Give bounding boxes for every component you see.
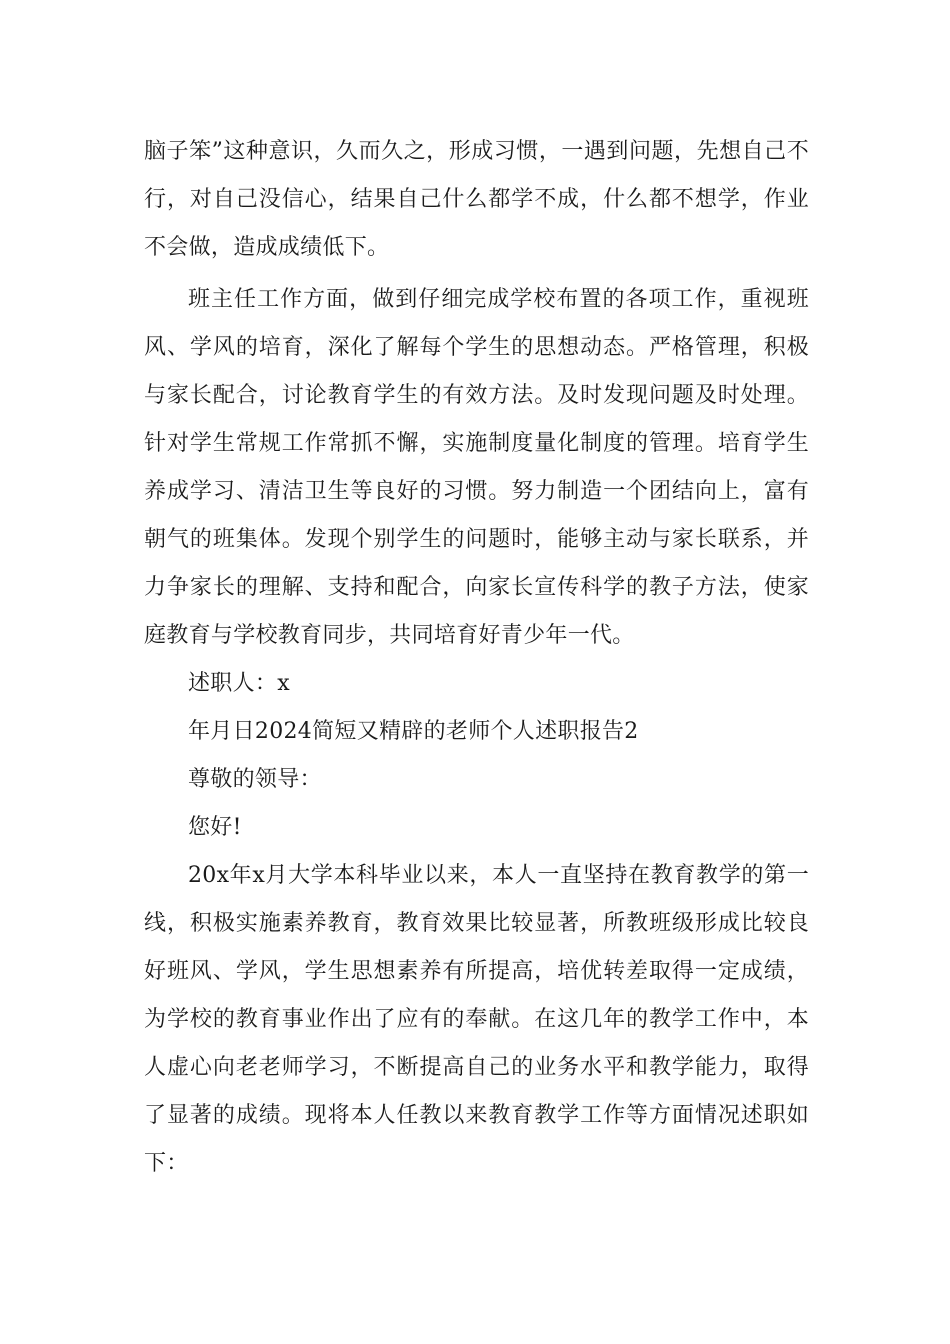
paragraph-continuation: 脑子笨”这种意识，久而久之，形成习惯，一遇到问题，先想自己不行，对自己没信心，结果自己什么都学不成，什么都不想学，作业不会做，造成成绩低下。 (144, 139, 809, 260)
document-body (144, 128, 809, 1188)
signature-line: 述职人：x (188, 671, 290, 696)
salutation: 尊敬的领导： (188, 767, 322, 792)
greeting: 您好! (188, 815, 242, 840)
paragraph-class-teacher-work: 班主任工作方面，做到仔细完成学校布置的各项工作，重视班风、学风的培育，深化了解每个学生的思想动态。严格管理，积极与家长配合，讨论教育学生的有效方法。及时发现问题及时处理。针对学生常规工作常抓不懈，实施制度量化制度的管理。培育学生养成学习、清洁卫生等良好的习惯。努力制造一个团结向上，富有朝气的班集体。发现个别学生的问题时，能够主动与家长联系，并力争家长的理解、支持和配合，向家长宣传科学的教子方法，使家庭教育与学校教育同步，共同培育好青少年一代。 (144, 287, 809, 648)
report-heading: 年月日2024简短又精辟的老师个人述职报告2 (188, 719, 639, 744)
paragraph-introduction: 20x年x月大学本科毕业以来，本人一直坚持在教育教学的第一线，积极实施素养教育，教育效果比较显著，所教班级形成比较良好班风、学风，学生思想素养有所提高，培优转差取得一定成绩，为学校的教育事业作出了应有的奉献。在这几年的教学工作中，本人虚心向老老师学习，不断提高自己的业务水平和教学能力，取得了显著的成绩。现将本人任教以来教育教学工作等方面情况述职如下： (144, 863, 809, 1176)
